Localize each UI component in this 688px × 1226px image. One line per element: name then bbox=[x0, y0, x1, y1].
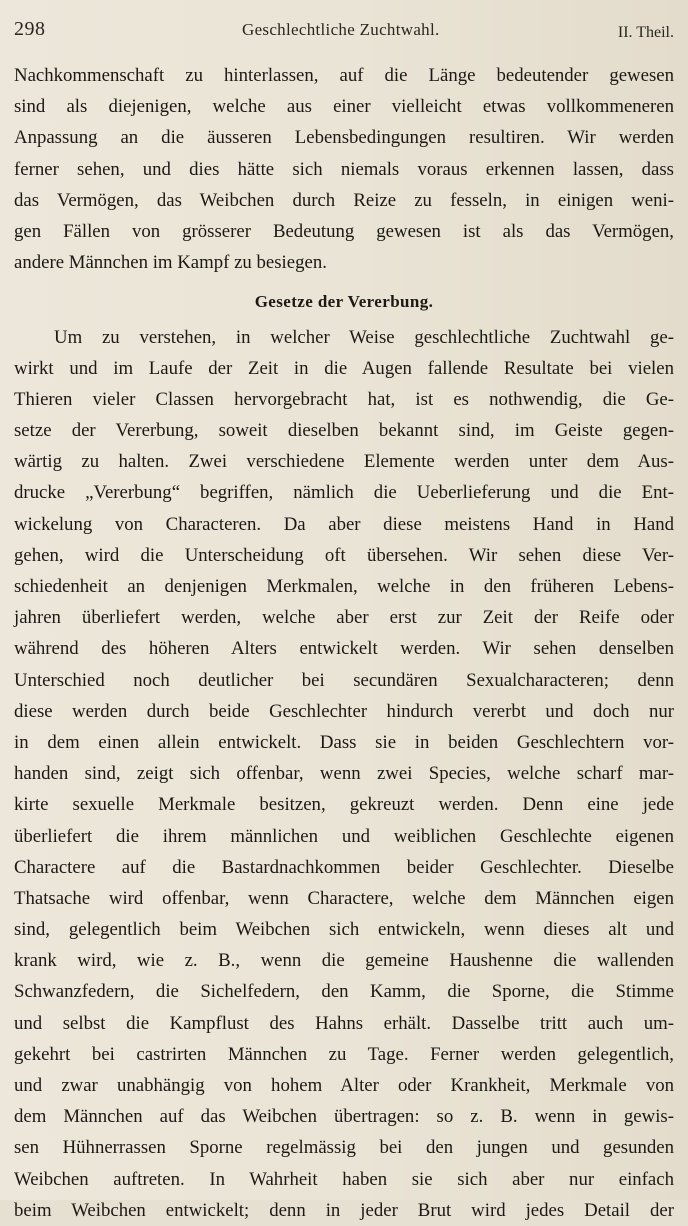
text-line: Thatsache wird offenbar, wenn Charactere, welche dem Männchen eigen bbox=[14, 887, 674, 909]
text-line: diese werden durch beide Geschlechter hindurch vererbt und doch nur bbox=[14, 700, 674, 722]
body-text bbox=[14, 60, 674, 1226]
text-line: jahren überliefert werden, welche aber erst zur Zeit der Reife oder bbox=[14, 607, 674, 629]
paragraph-1 bbox=[14, 60, 674, 278]
text-line: Charactere auf die Bastardnachkommen beider Geschlechter. Dieselbe bbox=[14, 856, 674, 878]
text-line: schiedenheit an denjenigen Merkmalen, welche in den früheren Lebens- bbox=[14, 576, 674, 597]
section-heading: Gesetze der Vererbung. bbox=[254, 292, 434, 312]
text-line: ferner sehen, und dies hätte sich niemals voraus erkennen lassen, dass bbox=[14, 158, 674, 180]
text-line: Schwanzfedern, die Sichelfedern, den Kamm, die Sporne, die Stimme bbox=[14, 981, 674, 1003]
text-line: gehen, wird die Unterscheidung oft übersehen. Wir sehen diese Ver- bbox=[14, 544, 674, 566]
text-line: das Vermögen, das Weibchen durch Reize zu fesseln, in einigen weni- bbox=[14, 189, 674, 211]
text-line: Nachkommenschaft zu hinterlassen, auf die Länge bedeutender gewesen bbox=[14, 65, 674, 86]
text-line: überliefert die ihrem männlichen und weiblichen Geschlechte eigenen bbox=[14, 825, 674, 847]
text-line: und zwar unabhängig von hohem Alter oder Krankheit, Merkmale von bbox=[14, 1075, 674, 1096]
running-title: Geschlechtliche Zuchtwahl. bbox=[242, 20, 440, 39]
text-line: gekehrt bei castrirten Männchen zu Tage. Ferner werden gelegentlich, bbox=[14, 1043, 674, 1065]
text-line: sind, gelegentlich beim Weibchen sich entwickeln, wenn dieses alt und bbox=[14, 919, 674, 941]
text-line: gen Fällen von grösserer Bedeutung gewesen ist als das Vermögen, bbox=[14, 220, 674, 242]
text-line: drucke „Vererbung“ begriffen, nämlich die Ueberlieferung und die Ent- bbox=[14, 482, 674, 504]
text-line: beim Weibchen entwickelt; denn in jeder Brut wird jedes Detail der bbox=[14, 1199, 674, 1221]
text-line: krank wird, wie z. B., wenn die gemeine Haushenne die wallenden bbox=[14, 950, 674, 972]
text-line: Anpassung an die äusseren Lebensbedingungen resultiren. Wir werden bbox=[14, 127, 674, 149]
text-line: setze der Vererbung, soweit dieselben bekannt sind, im Geiste gegen- bbox=[14, 420, 674, 442]
text-line: während des höheren Alters entwickelt werden. Wir sehen denselben bbox=[14, 638, 674, 660]
text-line: Um zu verstehen, in welcher Weise geschlechtliche Zuchtwahl ge- bbox=[54, 326, 674, 348]
text-line: wickelung von Characteren. Da aber diese meistens Hand in Hand bbox=[14, 513, 674, 535]
text-line: sen Hühnerrassen Sporne regelmässig bei den jungen und gesunden bbox=[14, 1137, 674, 1159]
text-line: und selbst die Kampflust des Hahns erhält. Dasselbe tritt auch um- bbox=[14, 1012, 674, 1034]
running-head bbox=[14, 16, 680, 46]
text-line: Thieren vieler Classen hervorgebracht hat, ist es nothwendig, die Ge- bbox=[14, 388, 674, 410]
paragraph-2 bbox=[14, 322, 674, 1226]
text-line: dem Männchen auf das Weibchen übertragen: so z. B. wenn in gewis- bbox=[14, 1106, 674, 1128]
part-label: II. Theil. bbox=[617, 24, 674, 41]
text-line: Unterschied noch deutlicher bei secundären Sexualcharacteren; denn bbox=[14, 669, 674, 691]
text-line: kirte sexuelle Merkmale besitzen, gekreuzt werden. Denn eine jede bbox=[14, 794, 674, 816]
text-line: sind als diejenigen, welche aus einer vielleicht etwas vollkommeneren bbox=[14, 96, 674, 118]
text-line: Weibchen auftreten. In Wahrheit haben sie sich aber nur einfach bbox=[14, 1168, 674, 1190]
page-number: 298 bbox=[14, 18, 46, 40]
text-line: handen sind, zeigt sich offenbar, wenn zwei Species, welche scharf mar- bbox=[14, 763, 674, 785]
text-line: wärtig zu halten. Zwei verschiedene Elemente werden unter dem Aus- bbox=[14, 451, 674, 473]
text-line: wirkt und im Laufe der Zeit in die Augen fallende Resultate bei vielen bbox=[14, 357, 674, 379]
text-line: andere Männchen im Kampf zu besiegen. bbox=[14, 252, 327, 274]
text-line: in dem einen allein entwickelt. Dass sie in beiden Geschlechtern vor- bbox=[14, 731, 674, 753]
